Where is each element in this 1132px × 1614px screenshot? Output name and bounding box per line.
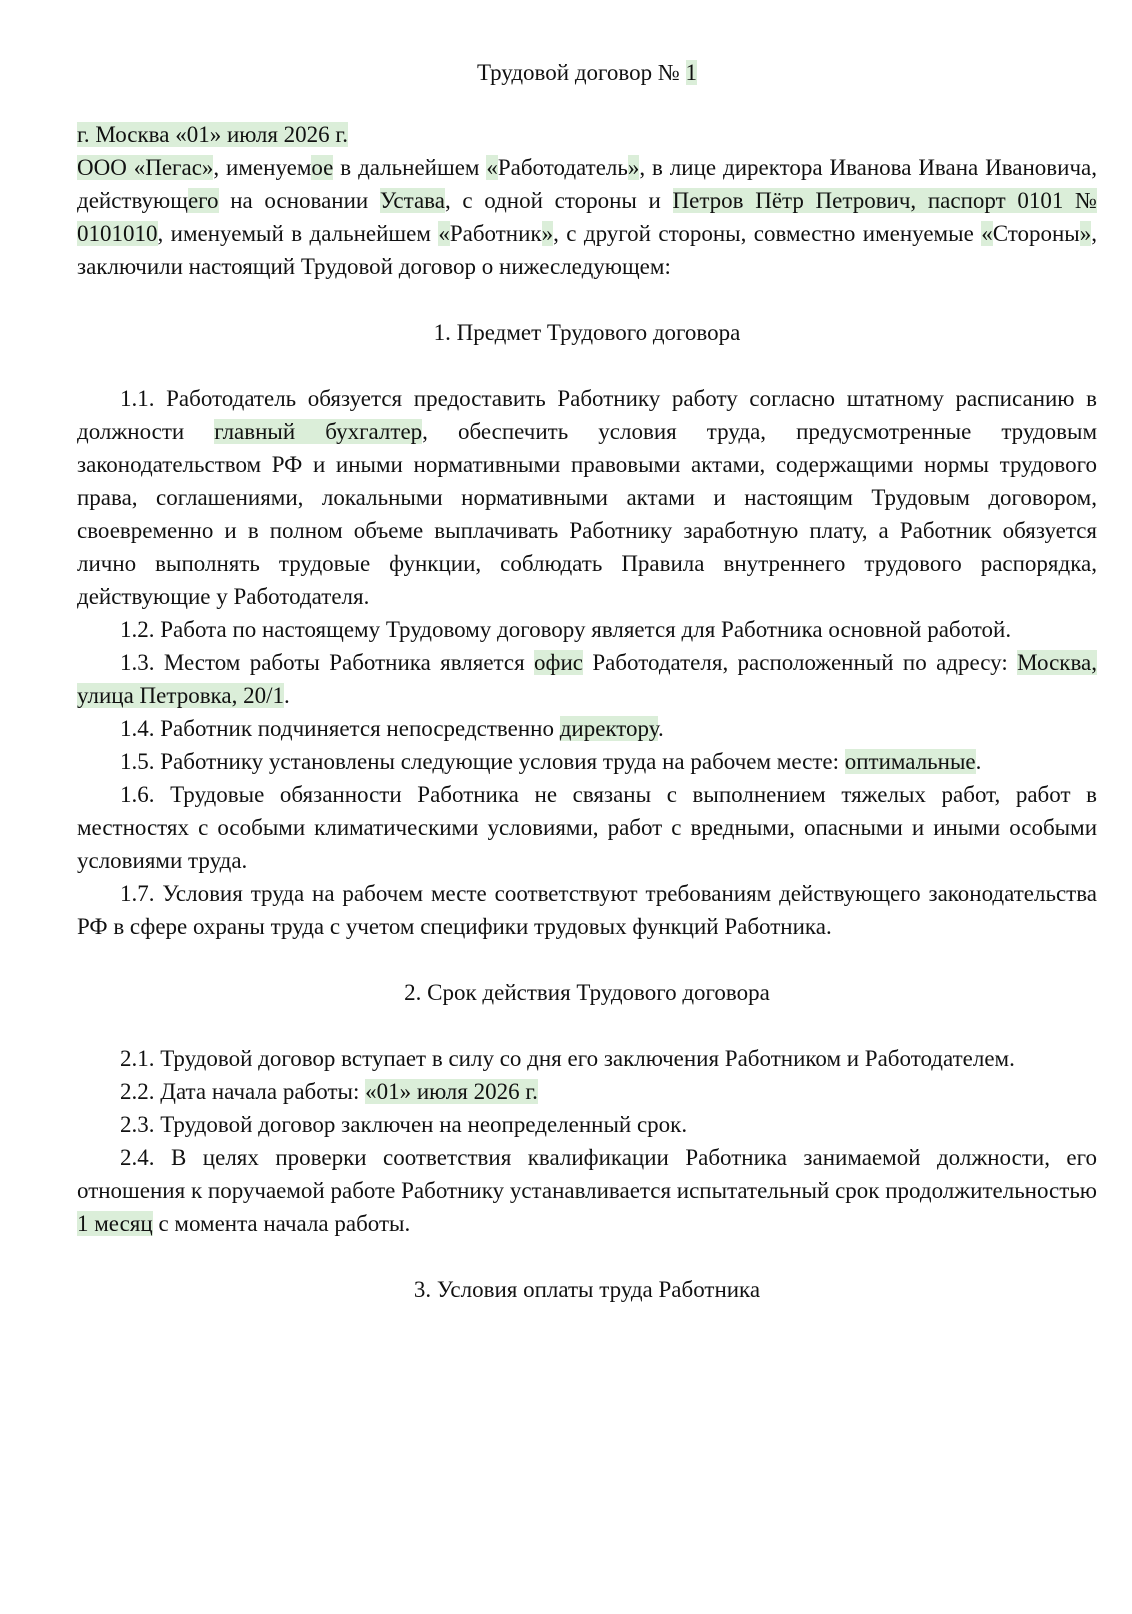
- preamble-text: , именуемый в дальнейшем: [157, 221, 439, 246]
- clause-text: 1.3. Местом работы Работника является: [120, 650, 535, 675]
- clause-2-4: [77, 1141, 1097, 1240]
- title-prefix: Трудовой договор №: [476, 60, 680, 85]
- contract-number-field[interactable]: 1: [685, 60, 698, 85]
- clause-text: 1.4. Работник подчиняется непосредственно: [120, 716, 560, 741]
- quote-open-field[interactable]: «: [438, 221, 450, 246]
- employee-term: Работник: [449, 221, 542, 246]
- probation-period-field[interactable]: 1 месяц: [77, 1211, 153, 1236]
- parties-term: Стороны: [992, 221, 1080, 246]
- clause-text: 1.5. Работнику установлены следующие условия труда на рабочем месте:: [120, 749, 845, 774]
- clause-text: 2.4. В целях проверки соответствия квалификации Работника занимаемой должности, его отношения к поручаемой работе Работнику устанавливается испытательный срок продолжительностью: [77, 1145, 1097, 1203]
- clause-text: 2.2. Дата начала работы:: [120, 1079, 366, 1104]
- quote-open-field[interactable]: «: [981, 221, 993, 246]
- clause-text: с момента начала работы.: [152, 1211, 411, 1236]
- clause-text: , обеспечить условия труда, предусмотренные трудовым законодательством РФ и иными нормативными правовыми актами, содержащими нормы трудового права, соглашениями, локальными нормативными актами и настоящим Трудовым договором, своевременно и в полном объеме выплачивать Работнику заработную плату, а Работник обязуется лично выполнять трудовые функции, соблюдать Правила внутреннего трудового распорядка, действующие у Работодателя.: [77, 419, 1097, 609]
- clause-1-2: 1.2. Работа по настоящему Трудовому договору является для Работника основной работой.: [120, 617, 1012, 642]
- clause-2-1: 2.1. Трудовой договор вступает в силу со дня его заключения Работником и Работодателем.: [120, 1046, 1015, 1071]
- gender-suffix-field[interactable]: ое: [311, 155, 334, 180]
- preamble-text: в дальнейшем: [333, 155, 487, 180]
- clause-1-1: [77, 382, 1097, 613]
- quote-close-field[interactable]: »: [1079, 221, 1092, 246]
- preamble-text: на основании: [218, 188, 380, 213]
- participle-ending-field[interactable]: его: [187, 188, 219, 213]
- section-1-title: 1. Предмет Трудового договора: [433, 320, 741, 345]
- clause-text: .: [283, 683, 290, 708]
- clause-1-5: [77, 745, 1097, 778]
- preamble-text: , заключили настоящий Трудовой договор о нижеследующем:: [77, 221, 1098, 279]
- clause-text: .: [657, 716, 664, 741]
- work-conditions-field[interactable]: оптимальные: [844, 749, 976, 774]
- contract-page: [77, 56, 1097, 1339]
- place-date-field[interactable]: г. Москва «01» июля 2026 г.: [77, 122, 349, 147]
- preamble: [77, 151, 1097, 283]
- supervisor-field[interactable]: директору: [559, 716, 658, 741]
- start-date-field[interactable]: «01» июля 2026 г.: [365, 1079, 538, 1104]
- clause-2-3: 2.3. Трудовой договор заключен на неопределенный срок.: [120, 1112, 688, 1137]
- company-name-field[interactable]: ООО «Пегас»: [77, 155, 214, 180]
- workplace-field[interactable]: офис: [534, 650, 583, 675]
- clause-1-4: [77, 712, 1097, 745]
- address-field[interactable]: Москва, улица Петровка, 20/1: [77, 650, 1097, 708]
- clause-text: .: [975, 749, 982, 774]
- preamble-text: , в лице директора Иванова Ивана Ивановича, действующ: [77, 155, 1097, 213]
- authority-basis-field[interactable]: Устава: [379, 188, 445, 213]
- place-date-line: [77, 118, 1097, 151]
- preamble-text: , именуем: [213, 155, 312, 180]
- clause-text: 1.1. Работодатель обязуется предоставить Работнику работу согласно штатному расписанию в должности: [77, 386, 1097, 444]
- quote-open-field[interactable]: «: [486, 155, 498, 180]
- clause-1-3: [77, 646, 1097, 712]
- section-2-title: 2. Срок действия Трудового договора: [404, 980, 770, 1005]
- clause-1-7: 1.7. Условия труда на рабочем месте соответствуют требованиям действующего законодательства РФ в сфере охраны труда с учетом специфики трудовых функций Работника.: [77, 881, 1097, 939]
- clause-1-6: 1.6. Трудовые обязанности Работника не связаны с выполнением тяжелых работ, работ в местностях с особыми климатическими условиями, работ с вредными, опасными и иными особыми условиями труда.: [77, 782, 1097, 873]
- employee-details-field[interactable]: Петров Пётр Петрович, паспорт 0101 № 0101010: [77, 188, 1097, 246]
- employer-term: Работодатель: [497, 155, 628, 180]
- quote-close-field[interactable]: »: [627, 155, 640, 180]
- preamble-text: , с другой стороны, совместно именуемые: [553, 221, 982, 246]
- section-3-title: 3. Условия оплаты труда Работника: [413, 1277, 761, 1302]
- clause-2-2: [77, 1075, 1097, 1108]
- job-position-field[interactable]: главный бухгалтер: [214, 419, 423, 444]
- document-title: [77, 56, 1097, 89]
- preamble-text: , с одной стороны и: [444, 188, 673, 213]
- clause-text: Работодателя, расположенный по адресу:: [582, 650, 1018, 675]
- quote-close-field[interactable]: »: [541, 221, 554, 246]
